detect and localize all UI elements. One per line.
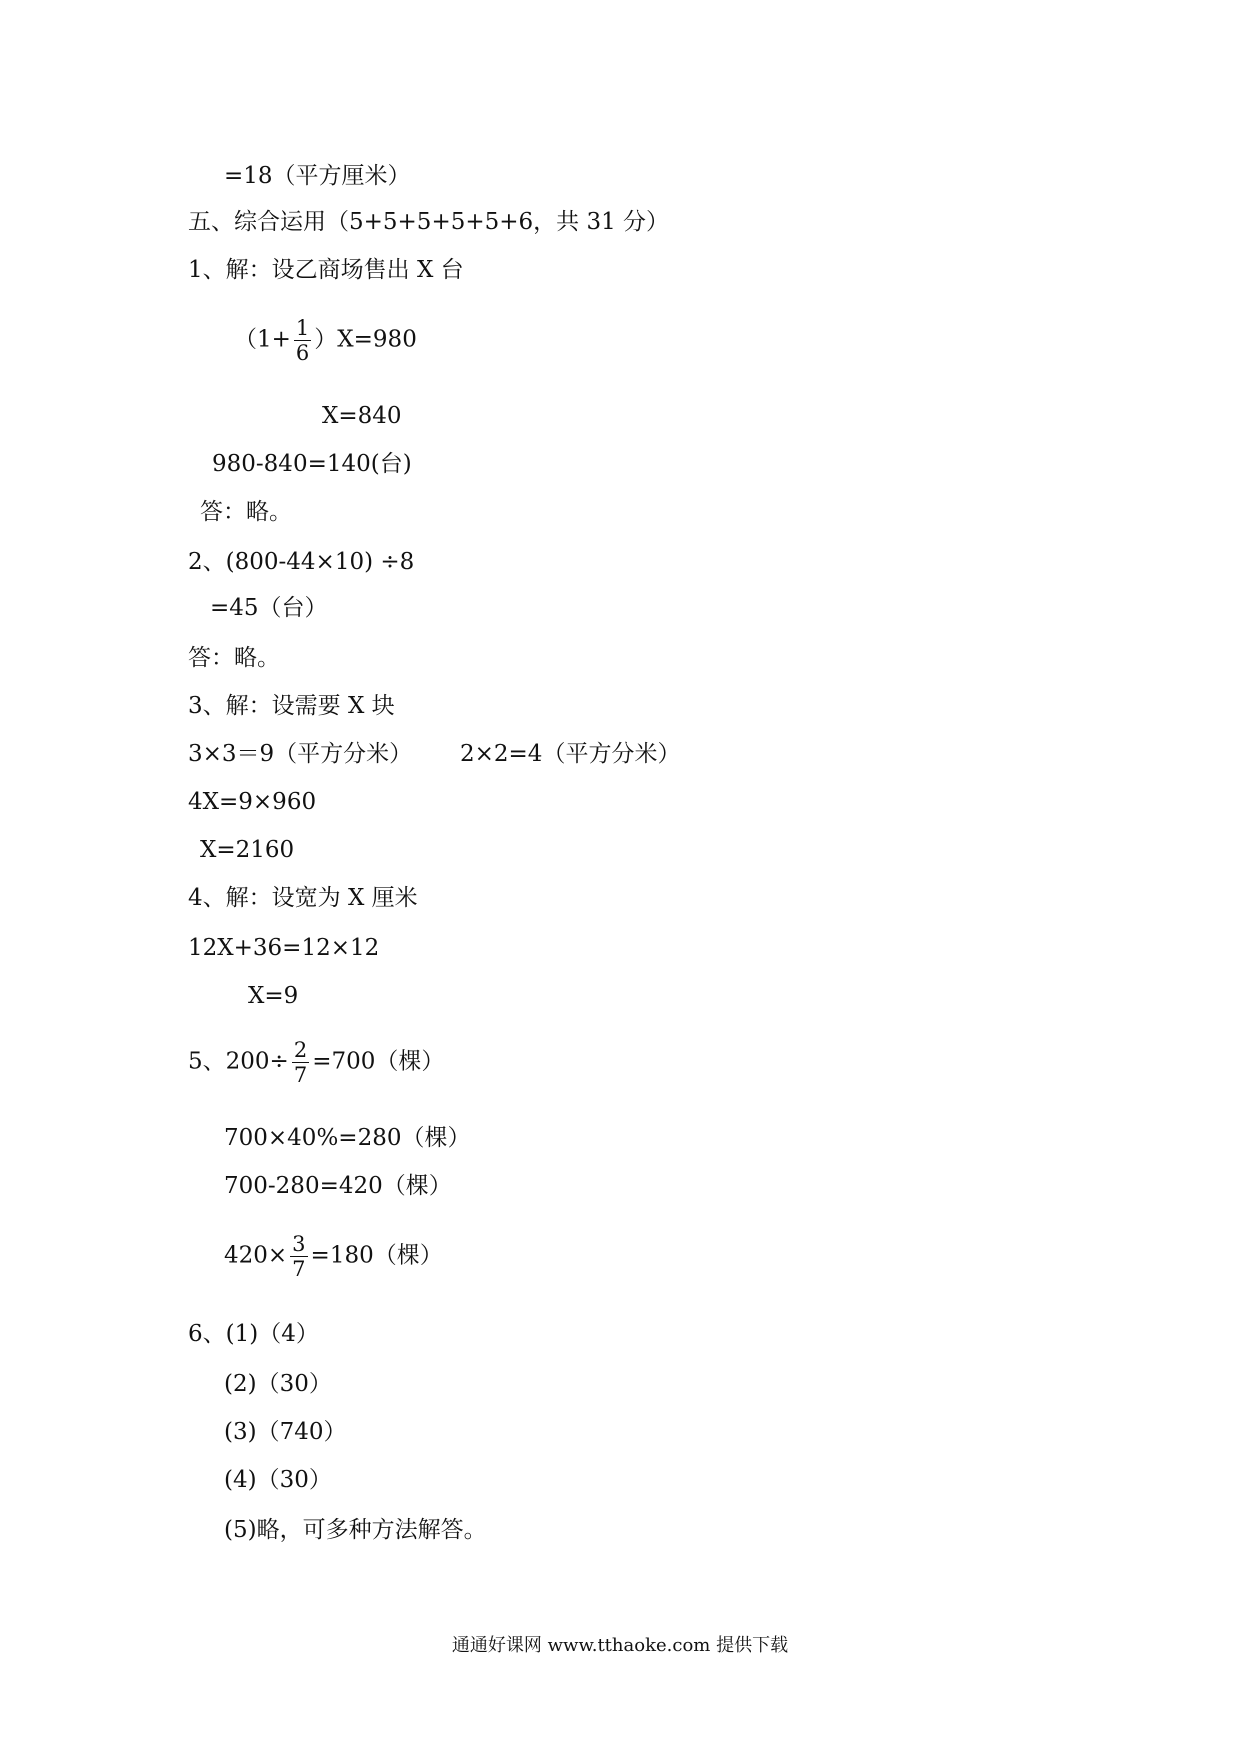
q6-part4: (4)（30） xyxy=(224,1467,332,1493)
q6-part1: 6、(1)（4） xyxy=(188,1321,319,1347)
q6-part5: (5)略，可多种方法解答。 xyxy=(224,1517,487,1543)
page-footer: 通通好课网 www.tthaoke.com 提供下载 xyxy=(451,1635,789,1656)
q2-expression: 2、(800-44×10) ÷8 xyxy=(188,549,415,575)
q5-step3: 700-280=420（棵） xyxy=(224,1173,452,1199)
q4-solution: X=9 xyxy=(248,983,299,1009)
fraction-numerator: 1 xyxy=(295,316,310,340)
q5-step4-prefix: 420× xyxy=(224,1242,288,1269)
fraction-numerator: 2 xyxy=(293,1038,308,1062)
q5-step1-prefix: 5、200÷ xyxy=(188,1048,289,1075)
fraction-denominator: 7 xyxy=(292,1257,306,1281)
q1-eq-suffix: ）X=980 xyxy=(314,326,417,353)
q6-part3: (3)（740） xyxy=(224,1419,347,1445)
section-heading: 五、综合运用（5+5+5+5+5+6，共 31 分） xyxy=(188,209,670,235)
q3-solution: X=2160 xyxy=(200,837,295,863)
q1-eq-prefix: （1+ xyxy=(234,326,291,353)
q1-answer: 答：略。 xyxy=(200,499,292,525)
q1-equation xyxy=(234,316,417,365)
q1-setup: 1、解：设乙商场售出 X 台 xyxy=(188,257,464,283)
fraction-denominator: 6 xyxy=(295,341,310,365)
q2-result: =45（台） xyxy=(210,595,328,621)
q5-step4 xyxy=(224,1232,443,1281)
line-area-result: =18（平方厘米） xyxy=(224,163,411,189)
fraction-two-sevenths xyxy=(292,1038,309,1087)
q1-difference: 980-840=140(台) xyxy=(212,451,412,477)
q3-area-small: 2×2=4（平方分米） xyxy=(460,741,681,767)
q3-area-big: 3×3＝9（平方分米） xyxy=(188,741,413,767)
fraction-numerator: 3 xyxy=(292,1232,306,1256)
q4-setup: 4、解：设宽为 X 厘米 xyxy=(188,885,418,911)
q5-step2: 700×40%=280（棵） xyxy=(224,1125,471,1151)
fraction-three-sevenths xyxy=(290,1232,307,1281)
q4-equation: 12X+36=12×12 xyxy=(188,935,380,961)
q5-step1 xyxy=(188,1038,444,1087)
q5-step1-suffix: =700（棵） xyxy=(312,1048,445,1075)
fraction-one-sixth xyxy=(294,316,311,365)
q3-setup: 3、解：设需要 X 块 xyxy=(188,693,395,719)
q2-answer: 答：略。 xyxy=(188,645,280,671)
fraction-denominator: 7 xyxy=(293,1063,308,1087)
q3-equation: 4X=9×960 xyxy=(188,789,317,815)
q1-solution: X=840 xyxy=(322,403,402,429)
q6-part2: (2)（30） xyxy=(224,1371,332,1397)
q5-step4-suffix: =180（棵） xyxy=(310,1242,443,1269)
